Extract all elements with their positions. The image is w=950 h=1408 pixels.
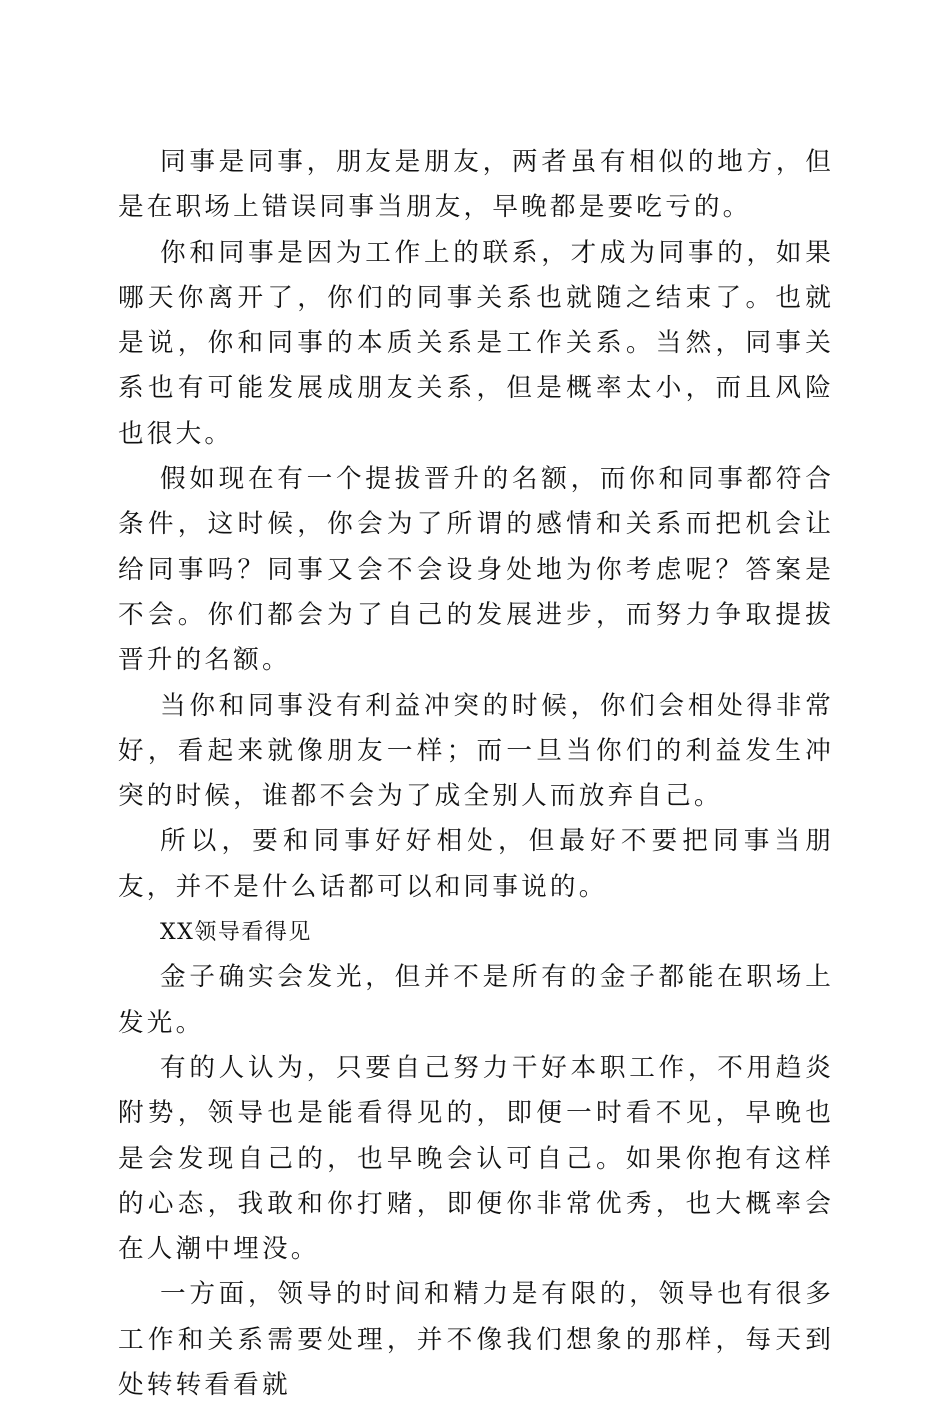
paragraph: 当你和同事没有利益冲突的时候，你们会相处得非常好，看起来就像朋友一样；而一旦当你们的利益发生冲突的时候，谁都不会为了成全别人而放弃自己。 <box>118 690 834 812</box>
paragraph: 你和同事是因为工作上的联系，才成为同事的，如果哪天你离开了，你们的同事关系也就随之结束了。也就是说，你和同事的本质关系是工作关系。当然，同事关系也有可能发展成朋友关系，但是概率太小，而且风险也很大。 <box>118 237 834 449</box>
paragraph: 一方面，领导的时间和精力是有限的，领导也有很多工作和关系需要处理，并不像我们想象的那样，每天到处转转看看就 <box>118 1279 834 1401</box>
section-heading: XX领导看得见 <box>160 920 312 946</box>
paragraph: 有的人认为，只要自己努力干好本职工作，不用趋炎附势，领导也是能看得见的，即便一时看不见，早晚也是会发现自己的，也早晚会认可自己。如果你抱有这样的心态，我敢和你打赌，即便你非常优秀，也大概率会在人潮中埋没。 <box>118 1052 834 1265</box>
document-body <box>118 140 834 1408</box>
paragraph: 假如现在有一个提拔晋升的名额，而你和同事都符合条件，这时候，你会为了所谓的感情和关系而把机会让给同事吗？同事又会不会设身处地为你考虑呢？答案是不会。你们都会为了自己的发展进步，而努力争取提拔晋升的名额。 <box>118 464 834 676</box>
paragraph: 所以，要和同事好好相处，但最好不要把同事当朋友，并不是什么话都可以和同事说的。 <box>118 826 834 902</box>
paragraph: 同事是同事，朋友是朋友，两者虽有相似的地方，但是在职场上错误同事当朋友，早晚都是要吃亏的。 <box>118 147 834 223</box>
paragraph: 金子确实会发光，但并不是所有的金子都能在职场上发光。 <box>118 962 834 1038</box>
